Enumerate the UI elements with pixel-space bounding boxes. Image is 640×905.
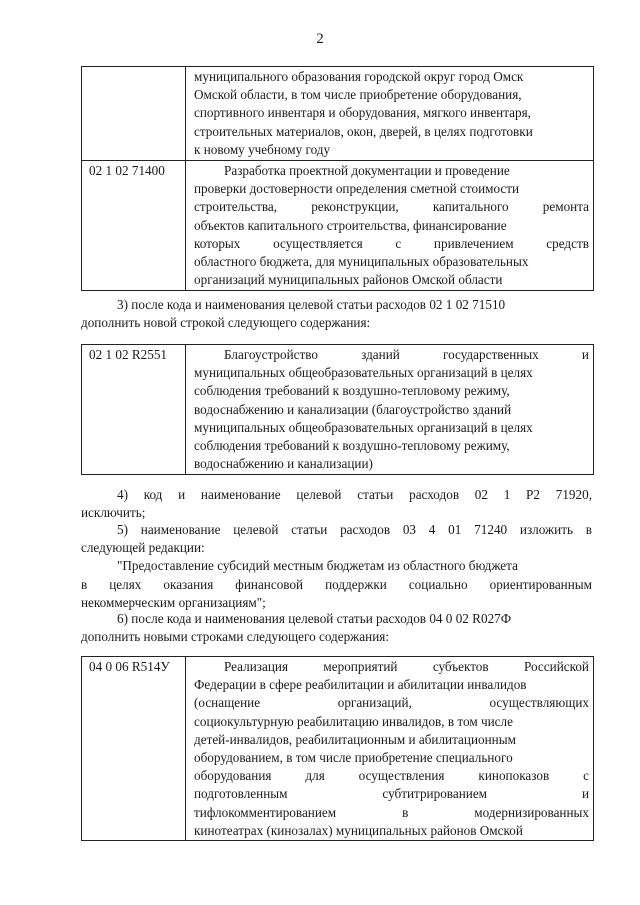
table-text-line: организаций муниципальных районов Омской области (194, 272, 503, 288)
table-text-line: строительных материалов, окон, дверей, в целях подготовки (194, 123, 533, 139)
table-text-line: водоснабжению и канализации) (194, 456, 373, 472)
table-row (82, 345, 593, 474)
table-cell-description (186, 345, 593, 474)
paragraph-3 (81, 296, 592, 332)
paragraph-6 (81, 610, 592, 646)
table-row (82, 67, 593, 160)
paragraph-line: 5) наименование целевой статьи расходов 03 4 01 71240 изложить в (117, 522, 592, 537)
table-text-line: оборудования для осуществления кинопоказов с (194, 768, 589, 784)
table-cell-description (186, 657, 593, 840)
table-text-line: к новому учебному году (194, 141, 331, 157)
paragraph-4 (81, 486, 592, 522)
page-number: 2 (316, 31, 324, 47)
paragraph-line: 4) код и наименование целевой статьи расходов 02 1 P2 71920, (117, 487, 592, 502)
code-table-2 (81, 344, 594, 475)
table-cell-description (186, 161, 593, 290)
paragraph-line: 6) после кода и наименования целевой статьи расходов 04 0 02 R027Ф (117, 611, 512, 626)
table-text-line: соблюдения требований к воздушно-тепловому режиму, (194, 438, 510, 454)
table-text-line: проверки достоверности определения сметной стоимости (194, 181, 520, 197)
table-cell-code (82, 67, 186, 160)
table-text-line: муниципальных общеобразовательных организаций в целях (194, 419, 533, 435)
table-text-line: водоснабжению и канализации (благоустройство зданий (194, 401, 512, 417)
table-cell-description (186, 67, 593, 160)
table-text-line: муниципальных общеобразовательных организаций в целях (194, 365, 533, 381)
table-text-line: Омской области, в том числе приобретение оборудования, (194, 87, 522, 103)
table-text-line: Благоустройство зданий государственных и (224, 347, 589, 362)
paragraph-line: исключить; (81, 505, 146, 521)
table-text-line: Федерации в сфере реабилитации и абилитации инвалидов (194, 677, 527, 693)
table-text-line: областного бюджета, для муниципальных образовательных (194, 254, 529, 270)
paragraph-line: 3) после кода и наименования целевой статьи расходов 02 1 02 71510 (117, 297, 506, 312)
table-text-line: Разработка проектной документации и проведение (224, 163, 510, 179)
table-text-line: оборудованием, в том числе приобретение специального (194, 750, 513, 766)
table-cell-code: 02 1 02 R2551 (82, 345, 186, 474)
table-row (82, 657, 593, 840)
table-cell-code: 02 1 02 71400 (82, 161, 186, 290)
table-row (82, 160, 593, 290)
table-text-line: тифлокомментированием в модернизированных (194, 804, 589, 820)
paragraph-line: "Предоставление субсидий местным бюджетам из областного бюджета (117, 558, 518, 574)
table-text-line: которых осуществляется с привлечением средств (194, 235, 589, 251)
table-text-line: муниципального образования городской округ город Омск (194, 69, 524, 84)
table-text-line: детей-инвалидов, реабилитационным и абилитационным (194, 731, 516, 747)
table-text-line: социокультурную реабилитацию инвалидов, в том числе (194, 713, 513, 729)
paragraph-5 (81, 521, 592, 612)
paragraph-line: дополнить новой строкой следующего содержания: (81, 315, 371, 331)
table-text-line: подготовленным субтитрированием и (194, 786, 589, 802)
table-text-line: строительства, реконструкции, капитального ремонта (194, 199, 589, 215)
table-text-line: кинотеатрах (кинозалах) муниципальных районов Омской (194, 822, 523, 838)
paragraph-line: дополнить новыми строками следующего содержания: (81, 629, 389, 645)
table-text-line: (оснащение организаций, осуществляющих (194, 695, 589, 711)
paragraph-line: в целях оказания финансовой поддержки социально ориентированным (81, 576, 592, 592)
table-text-line: Реализация мероприятий субъектов Российской (224, 659, 589, 674)
code-table-1 (81, 66, 594, 291)
paragraph-line: некоммерческим организациям"; (81, 594, 266, 610)
table-text-line: спортивного инвентаря и оборудования, мягкого инвентаря, (194, 105, 531, 121)
table-cell-code: 04 0 06 R514У (82, 657, 186, 840)
table-text-line: объектов капитального строительства, финансирование (194, 217, 507, 233)
code-table-3 (81, 656, 594, 841)
table-text-line: соблюдения требований к воздушно-тепловому режиму, (194, 383, 510, 399)
paragraph-line: следующей редакции: (81, 540, 205, 556)
